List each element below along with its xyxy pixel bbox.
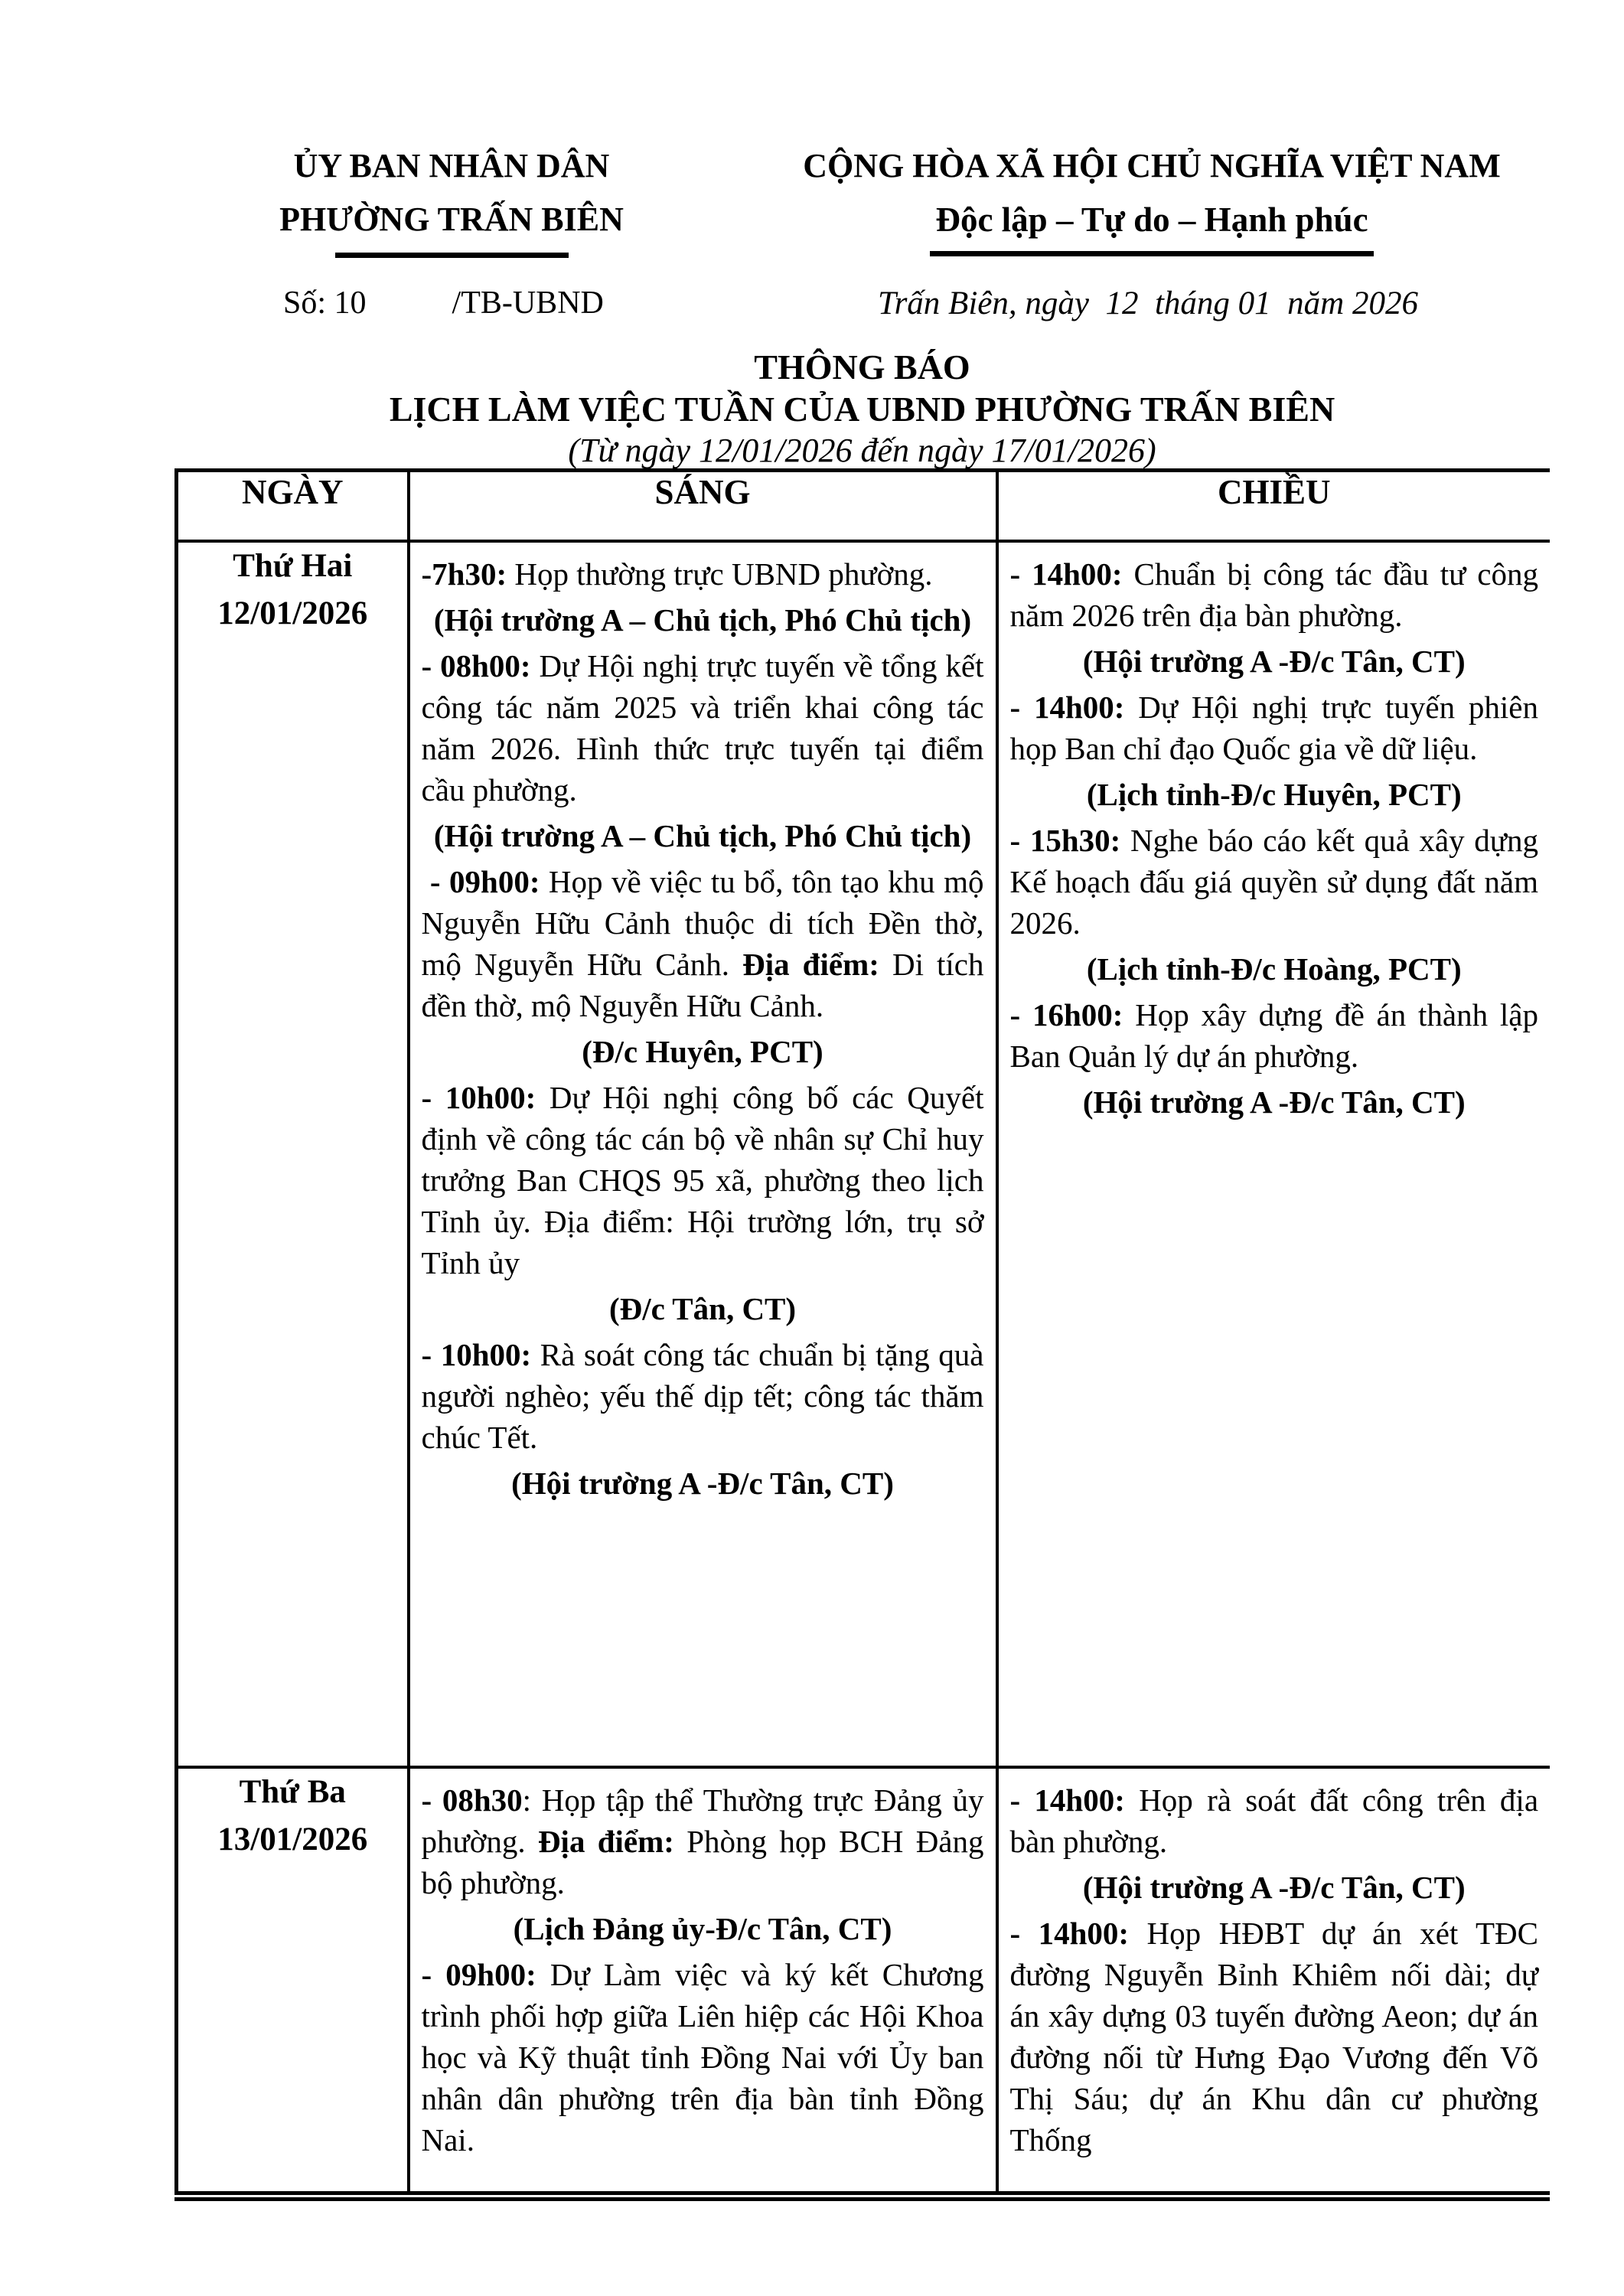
column-header-day: NGÀY [177,471,409,542]
entry-time-or-label: - 08h30 [421,1782,523,1818]
entry-time-or-label: - 16h00: [1009,997,1123,1032]
entry-text: Phòng họp BCH Đảng bộ phường. [421,1824,984,1900]
entry-text: Họp HĐBT dự án xét TĐC đường Nguyễn Bỉnh Khiêm nối dài; dự án xây dựng 03 tuyến đường Aeon; dự án đường nối từ Hưng Đạo Vương đến Võ Thị Sáu; dự án Khu dân cư phường Thống [1009,1916,1538,2157]
weekday-label: Thứ Hai [233,548,353,584]
entry-text: Dự Hội nghị trực tuyến về tổng kết công tác năm 2025 và triển khai công tác năm 2026. Hình thức trực tuyến tại điểm cầu phường. [421,648,984,807]
schedule-entry [422,645,984,810]
entry-time-or-label: - 08h00: [421,648,531,683]
entry-time-or-label: -7h30: [421,556,507,592]
date-label: 12/01/2026 [217,595,368,631]
doc-number-suffix: /TB-UBND [452,285,604,321]
column-header-morning: SÁNG [409,471,997,542]
schedule-entry [1010,1913,1539,2161]
schedule-row-1 [177,541,1551,1767]
assignment-note [1010,774,1539,815]
date-label: 13/01/2026 [217,1821,368,1857]
assignment-note [422,1031,984,1072]
entry-time-or-label: Địa điểm: [742,947,879,982]
issuing-org-block [176,139,727,258]
entry-text: (Hội trường A -Đ/c Tân, CT) [1082,1084,1466,1120]
afternoon-cell [997,1767,1551,2193]
schedule-entry [1010,553,1539,636]
entry-text: (Hội trường A -Đ/c Tân, CT) [1082,644,1466,679]
schedule-entry [422,1954,984,2161]
entry-text: (Đ/c Tân, CT) [608,1291,797,1326]
org-underline [335,253,569,258]
assignment-note [422,1908,984,1949]
schedule-entry [422,553,984,595]
entry-text: Chuẩn bị công tác đầu tư công năm 2026 trên địa bàn phường. [1009,556,1538,633]
entry-text: Di tích đền thờ, mộ Nguyễn Hữu Cảnh. [421,947,984,1023]
day-label-group [178,543,407,638]
title-block [174,346,1550,471]
day-label-group [178,1769,407,1864]
schedule-entry [1010,1779,1539,1862]
schedule-entry [422,1077,984,1283]
doc-number-line [283,285,604,321]
entry-text: Họp về việc tu bổ, tôn tạo khu mộ Nguyễn Hữu Cảnh thuộc di tích Đền thờ, mộ Nguyễn Hữu Cảnh. [421,864,984,982]
entry-text: (Hội trường A -Đ/c Tân, CT) [1082,1870,1466,1905]
entry-text: Họp rà soát đất công trên địa bàn phường. [1009,1782,1539,1859]
national-motto-line2: Độc lập – Tự do – Hạnh phúc [935,201,1368,239]
schedule-row-2 [177,1767,1551,2193]
assignment-note [422,1288,984,1329]
schedule-entry [1010,994,1539,1077]
assignment-note [422,815,984,856]
morning-cell-content [410,543,996,1508]
place-date-line: Trấn Biên, ngày 12 tháng 01 năm 2026 [878,285,1418,321]
entry-text: (Đ/c Huyên, PCT) [582,1034,823,1069]
schedule-entry [422,1779,984,1903]
entry-text: Dự Hội nghị trực tuyến phiên họp Ban chỉ đạo Quốc gia về dữ liệu. [1009,690,1538,766]
schedule-entry [422,1334,984,1458]
date-range-subtitle: (Từ ngày 12/01/2026 đến ngày 17/01/2026) [568,432,1156,469]
weekday-label: Thứ Ba [239,1774,346,1810]
column-header-afternoon: CHIỀU [997,471,1551,542]
schedule-entry [1010,687,1539,769]
entry-text: : Họp tập thể Thường trực Đảng ủy phường. [421,1782,984,1859]
entry-time-or-label: - 10h00: [421,1337,532,1372]
entry-text: Họp xây dựng đề án thành lập Ban Quản lý dự án phường. [1009,997,1539,1074]
entry-time-or-label: - 09h00: [421,864,540,899]
entry-text: Nghe báo cáo kết quả xây dựng Kế hoạch đấu giá quyền sử dụng đất năm 2026. [1009,823,1539,941]
org-name-line2: PHƯỜNG TRẤN BIÊN [279,201,624,238]
entry-text: Dự Làm việc và ký kết Chương trình phối hợp giữa Liên hiệp các Hội Khoa học và Kỹ thuật tỉnh Đồng Nai với Ủy ban nhân dân phường trên địa bàn tỉnh Đồng Nai. [421,1957,984,2157]
entry-text: (Hội trường A – Chủ tịch, Phó Chủ tịch) [433,818,972,853]
entry-time-or-label: - 14h00: [1009,556,1123,592]
day-cell [177,1767,409,2193]
national-header-block [773,139,1531,256]
assignment-note [1010,1081,1539,1123]
entry-text: (Lịch Đảng ủy-Đ/c Tân, CT) [513,1911,892,1946]
day-cell [177,541,409,1767]
afternoon-cell-content [999,543,1551,1127]
schedule-title: LỊCH LÀM VIỆC TUẦN CỦA UBND PHƯỜNG TRẤN BIÊN [389,390,1335,429]
entry-time-or-label: - 14h00: [1009,1916,1130,1951]
morning-cell [409,1767,997,2193]
doc-type-title: THÔNG BÁO [754,347,970,386]
entry-text: (Hội trường A -Đ/c Tân, CT) [511,1466,894,1501]
national-motto-line1: CỘNG HÒA XÃ HỘI CHỦ NGHĨA VIỆT NAM [803,147,1501,184]
assignment-note [1010,1867,1539,1908]
assignment-note [1010,948,1539,990]
entry-time-or-label: - 14h00: [1009,690,1125,725]
assignment-note [1010,641,1539,682]
schedule-entry [422,861,984,1026]
entry-time-or-label: - 09h00: [421,1957,536,1992]
afternoon-cell-content [999,1769,1551,2165]
entry-text: (Lịch tỉnh-Đ/c Huyên, PCT) [1086,777,1462,812]
assignment-note [422,599,984,641]
motto-underline [930,251,1374,256]
entry-time-or-label: - 10h00: [421,1080,536,1115]
doc-number: Số: 10 [283,285,367,321]
schedule-table [174,468,1550,2195]
morning-cell-content [410,1769,996,2165]
entry-text: Rà soát công tác chuẩn bị tặng quà người nghèo; yếu thế dịp tết; công tác thăm chúc Tết. [421,1337,984,1455]
table-header-row [177,471,1551,542]
entry-text: Họp thường trực UBND phường. [507,556,933,592]
assignment-note [422,1463,984,1504]
entry-time-or-label: Địa điểm: [537,1824,674,1859]
entry-text: (Hội trường A – Chủ tịch, Phó Chủ tịch) [433,602,972,638]
schedule-entry [1010,820,1539,944]
entry-time-or-label: - 15h30: [1009,823,1121,858]
entry-text: Dự Hội nghị công bố các Quyết định về công tác cán bộ về nhân sự Chỉ huy trưởng Ban CHQS 95 xã, phường theo lịch Tỉnh ủy. Địa điểm: Hội trường lớn, trụ sở Tỉnh ủy [421,1080,984,1280]
entry-text: (Lịch tỉnh-Đ/c Hoàng, PCT) [1086,951,1462,987]
morning-cell [409,541,997,1767]
schedule-table-region [174,468,1550,2201]
entry-time-or-label: - 14h00: [1009,1782,1125,1818]
afternoon-cell [997,541,1551,1767]
org-name-line1: ỦY BAN NHÂN DÂN [293,147,610,184]
